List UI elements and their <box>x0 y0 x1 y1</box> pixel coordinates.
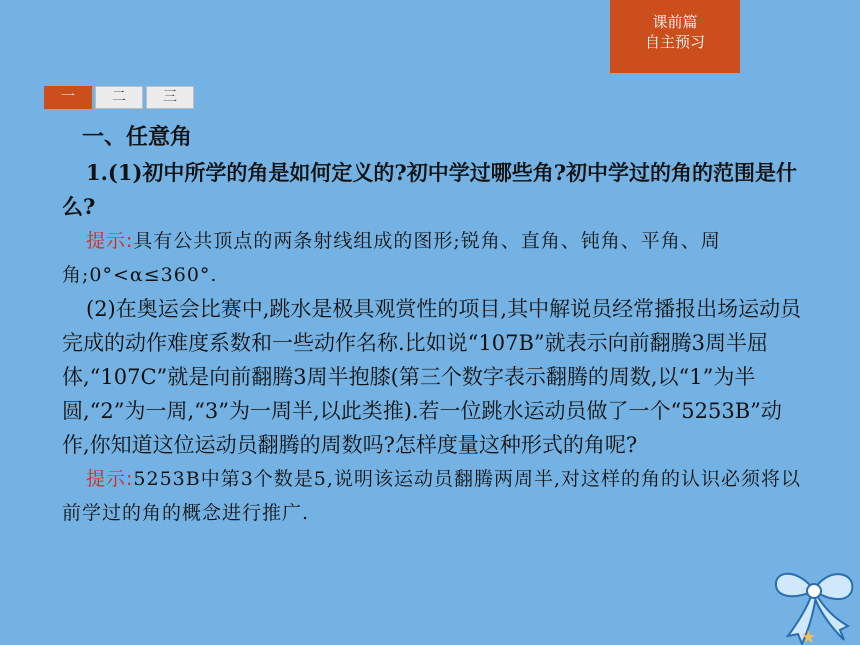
main-content <box>62 120 802 530</box>
question-1: 1.(1)初中所学的角是如何定义的?初中学过哪些角?初中学过的角的范围是什么? <box>62 160 798 219</box>
hint-2 <box>62 462 802 530</box>
tab-one[interactable]: 一 <box>44 86 92 109</box>
section-badge-line1: 课前篇 <box>652 13 698 31</box>
hint-text: 具有公共顶点的两条射线组成的图形;锐角、直角、钝角、平角、周角;0°<α≤360°. <box>62 230 721 286</box>
tab-three[interactable]: 三 <box>146 86 194 109</box>
hint-label: 提示: <box>86 230 134 252</box>
ribbon-bow-icon <box>768 560 860 645</box>
section-heading: 一、任意角 <box>82 125 193 150</box>
question-2: (2)在奥运会比赛中,跳水是极具观赏性的项目,其中解说员经常播报出场运动员完成的动作难度系数和一些动作名称.比如说“107B”就表示向前翻腾3周半屈体,“107C”就是向前翻腾3周半抱膝(第三个数字表示翻腾的周数,以“1”为半圆,“2”为一周,“3”为一周半,以此类推).若一位跳水运动员做了一个“5253B”动作,你知道这位运动员翻腾的周数吗?怎样度量这种形式的角呢? <box>62 297 802 457</box>
hint-1 <box>62 224 802 292</box>
tab-two[interactable]: 二 <box>95 86 143 109</box>
hint-label: 提示: <box>86 468 134 490</box>
section-badge-line2: 自主预习 <box>644 33 705 51</box>
section-badge <box>610 0 740 73</box>
hint-text: 5253B中第3个数是5,说明该运动员翻腾两周半,对这样的角的认识必须将以前学过的角的概念进行推广. <box>62 468 801 524</box>
tab-bar <box>44 86 194 109</box>
